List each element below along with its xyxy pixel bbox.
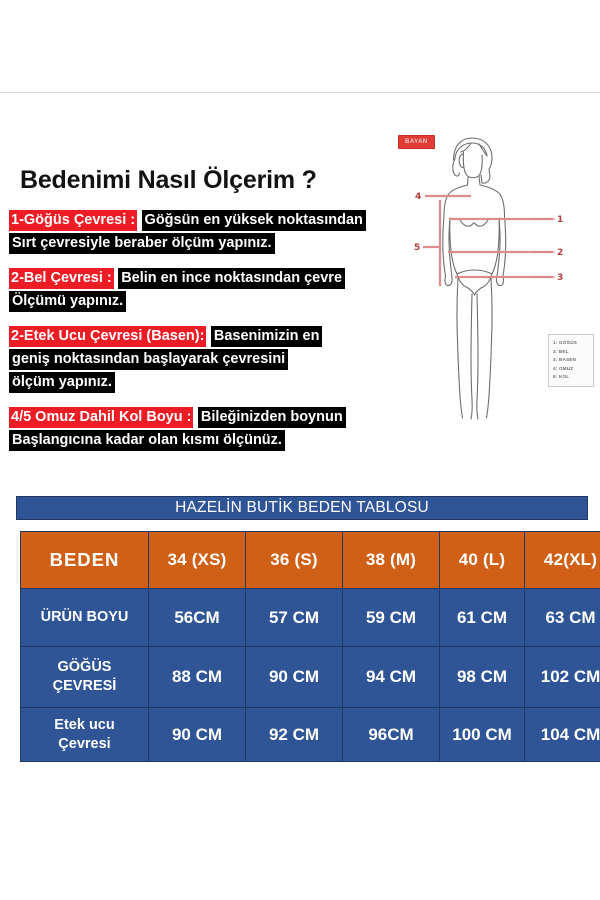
size-table-row-label	[21, 647, 149, 708]
size-table-row-label	[21, 708, 149, 762]
figure-legend-item: 4: OMUZ	[553, 365, 574, 371]
figure-marker-4: 4	[415, 192, 422, 202]
size-table-cell: 102 CM	[525, 647, 600, 708]
size-table-cell: 90 CM	[246, 647, 343, 708]
instruction-sleeve	[9, 407, 409, 451]
size-table-corner-header: BEDEN	[21, 532, 149, 589]
figure-marker-2: 2	[557, 248, 564, 258]
instruction-bust	[9, 210, 409, 254]
size-table-cell: 56CM	[149, 589, 246, 647]
figure-legend-item: 3: BASEN	[553, 357, 577, 362]
size-table-cell: 59 CM	[343, 589, 440, 647]
top-divider	[0, 92, 600, 93]
row-label-line: Çevresi	[58, 735, 111, 752]
figure-legend-item: 5: KOL	[553, 374, 570, 379]
figure-legend-item: 2: BEL	[553, 348, 569, 354]
instruction-text: Sırt çevresiyle beraber ölçüm yapınız.	[9, 233, 275, 254]
size-table-cell: 88 CM	[149, 647, 246, 708]
measurement-instructions	[9, 210, 409, 465]
instruction-label: 1-Göğüs Çevresi :	[9, 210, 137, 231]
size-table-body	[21, 589, 600, 762]
instruction-label: 2-Bel Çevresi :	[9, 268, 114, 289]
size-table-cell: 96CM	[343, 708, 440, 762]
size-table-cell: 90 CM	[149, 708, 246, 762]
size-table-row	[21, 647, 600, 708]
size-table-cell: 94 CM	[343, 647, 440, 708]
row-label-line: ÇEVRESİ	[52, 678, 117, 694]
figure-marker-1: 1	[557, 215, 564, 225]
size-table-row-label: ÜRÜN BOYU	[21, 589, 149, 647]
size-table-cell: 104 CM	[525, 708, 600, 762]
figure-legend	[548, 334, 594, 387]
figure-marker-5: 5	[414, 243, 421, 253]
figure-marker-3: 3	[557, 273, 564, 283]
instruction-line	[9, 430, 409, 451]
size-table-column-header: 34 (XS)	[149, 532, 246, 589]
size-table-cell: 92 CM	[246, 708, 343, 762]
size-table-header-row	[21, 532, 600, 589]
instruction-hip	[9, 326, 409, 393]
measurement-figure	[393, 128, 593, 428]
size-table-cell: 63 CM	[525, 589, 600, 647]
figure-badge: BAYAN	[398, 135, 435, 149]
instruction-line	[9, 291, 409, 312]
figure-legend-item: 1: GÖĞÜS	[553, 340, 578, 345]
instruction-line	[9, 268, 409, 289]
instruction-line	[9, 210, 409, 231]
instruction-waist	[9, 268, 409, 312]
page-title: Bedenimi Nasıl Ölçerim ?	[20, 166, 317, 194]
size-table-cell: 100 CM	[440, 708, 525, 762]
row-label-line: Etek ucu	[54, 716, 115, 733]
table-title: HAZELİN BUTİK BEDEN TABLOSU	[16, 496, 588, 520]
size-table-column-header: 40 (L)	[440, 532, 525, 589]
instruction-text: Belin en ince noktasından çevre	[118, 268, 345, 289]
instruction-text: Başlangıcına kadar olan kısmı ölçünüz.	[9, 430, 285, 451]
instruction-line	[9, 349, 409, 370]
instruction-line	[9, 407, 409, 428]
instruction-label: 4/5 Omuz Dahil Kol Boyu :	[9, 407, 193, 428]
instruction-text: Göğsün en yüksek noktasından	[142, 210, 366, 231]
instruction-line	[9, 233, 409, 254]
instruction-label: 2-Etek Ucu Çevresi (Basen):	[9, 326, 206, 347]
instruction-line	[9, 372, 409, 393]
size-table-column-header: 38 (M)	[343, 532, 440, 589]
size-table-cell: 61 CM	[440, 589, 525, 647]
instruction-text: Ölçümü yapınız.	[9, 291, 126, 312]
size-table-cell: 98 CM	[440, 647, 525, 708]
size-table-head	[21, 532, 600, 589]
size-table-row	[21, 708, 600, 762]
instruction-text: geniş noktasından başlayarak çevresini	[9, 349, 288, 370]
size-table-row	[21, 589, 600, 647]
size-table-cell: 57 CM	[246, 589, 343, 647]
size-table	[20, 531, 600, 762]
row-label-line: GÖĞÜS	[57, 659, 112, 675]
instruction-text: Basenimizin en	[211, 326, 323, 347]
instruction-line	[9, 326, 409, 347]
size-table-column-header: 42(XL)	[525, 532, 600, 589]
size-table-column-header: 36 (S)	[246, 532, 343, 589]
instruction-text: Bileğinizden boynun	[198, 407, 346, 428]
instruction-text: ölçüm yapınız.	[9, 372, 115, 393]
